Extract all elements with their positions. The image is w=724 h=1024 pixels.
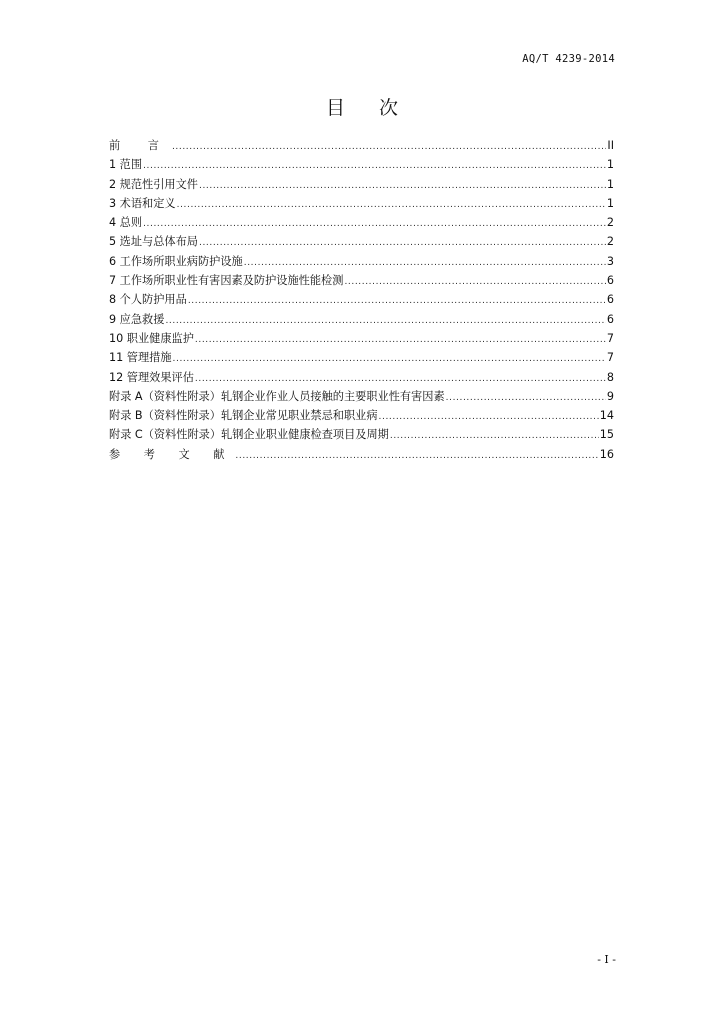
toc-entry-appendix-a[interactable]: [109, 388, 614, 407]
toc-entry-emergency-rescue[interactable]: [109, 311, 614, 330]
toc-entry-label: 1 范围: [109, 158, 143, 172]
toc-entry-label: 附录 B（资料性附录）轧钢企业常见职业禁忌和职业病: [109, 409, 378, 423]
toc-leader-dots: [143, 219, 606, 229]
toc-leader-dots: [446, 393, 606, 403]
toc-entry-label: 9 应急救援: [109, 312, 165, 326]
toc-entry-label: 10 职业健康监护: [109, 331, 194, 345]
toc-entry-appendix-c[interactable]: [109, 426, 614, 445]
toc-entry-label-text: 前 言: [109, 139, 171, 152]
toc-entry-label: [109, 446, 234, 462]
toc-entry-general[interactable]: [109, 214, 614, 233]
toc-entry-page: 9: [606, 389, 614, 403]
toc-leader-dots: [195, 374, 606, 384]
toc-entry-label: 11 管理措施: [109, 351, 172, 365]
toc-leader-dots: [173, 354, 606, 364]
toc-entry-label: 12 管理效果评估: [109, 370, 194, 384]
toc-leader-dots: [235, 451, 598, 461]
toc-entry-appendix-b[interactable]: [109, 407, 614, 426]
toc-entry-terms-definitions[interactable]: [109, 195, 614, 214]
toc-entry-label-text: 参 考 文 献: [109, 447, 235, 461]
toc-leader-dots: [172, 142, 606, 152]
toc-leader-dots: [195, 335, 606, 345]
toc-entry-label: 7 工作场所职业性有害因素及防护设施性能检测: [109, 274, 344, 288]
toc-entry-label: 5 选址与总体布局: [109, 235, 198, 249]
toc-leader-dots: [165, 316, 605, 326]
toc-entry-protection-facilities[interactable]: [109, 253, 614, 272]
toc-leader-dots: [199, 238, 606, 248]
toc-entry-page: 7: [606, 331, 614, 345]
toc-entry-page: 1: [606, 158, 614, 172]
toc-entry-page: 7: [606, 351, 614, 365]
toc-entry-label: 3 术语和定义: [109, 196, 176, 210]
toc-entry-page: 3: [606, 254, 614, 268]
toc-leader-dots: [379, 412, 599, 422]
toc-list: [109, 137, 614, 465]
toc-entry-normative-references[interactable]: [109, 176, 614, 195]
toc-entry-label: 4 总则: [109, 216, 143, 230]
toc-entry-page: 6: [606, 312, 614, 326]
toc-entry-page: II: [607, 139, 614, 152]
toc-leader-dots: [344, 277, 605, 287]
toc-leader-dots: [143, 161, 606, 171]
toc-entry-page: 2: [606, 216, 614, 230]
toc-entry-page: 1: [606, 196, 614, 210]
toc-entry-label: [109, 137, 171, 153]
toc-leader-dots: [244, 258, 606, 268]
toc-entry-scope[interactable]: [109, 156, 614, 175]
toc-entry-hazard-detection[interactable]: [109, 272, 614, 291]
toc-entry-page: 16: [599, 447, 614, 461]
toc-entry-label: 6 工作场所职业病防护设施: [109, 254, 243, 268]
toc-entry-label: 附录 C（资料性附录）轧钢企业职业健康检查项目及周期: [109, 428, 389, 442]
toc-entry-page: 14: [599, 409, 614, 423]
toc-entry-label: 附录 A（资料性附录）轧钢企业作业人员接触的主要职业性有害因素: [109, 389, 445, 403]
toc-entry-page: 6: [606, 274, 614, 288]
toc-entry-foreword[interactable]: [109, 137, 614, 156]
standard-code: AQ/T 4239-2014: [522, 53, 615, 65]
toc-entry-page: 8: [606, 370, 614, 384]
toc-entry-effect-evaluation[interactable]: [109, 369, 614, 388]
toc-leader-dots: [390, 431, 599, 441]
toc-leader-dots: [199, 181, 606, 191]
page-number: - I -: [597, 953, 616, 966]
toc-entry-management-measures[interactable]: [109, 349, 614, 368]
toc-entry-page: 2: [606, 235, 614, 249]
toc-entry-page: 6: [606, 293, 614, 307]
toc-entry-label: 2 规范性引用文件: [109, 177, 198, 191]
toc-entry-page: 1: [606, 177, 614, 191]
toc-leader-dots: [177, 200, 606, 210]
toc-leader-dots: [188, 296, 606, 306]
toc-entry-bibliography[interactable]: [109, 446, 614, 465]
toc-title: 目 次: [325, 97, 413, 119]
toc-entry-site-layout[interactable]: [109, 233, 614, 252]
toc-entry-health-monitoring[interactable]: [109, 330, 614, 349]
toc-entry-personal-protection[interactable]: [109, 291, 614, 310]
toc-entry-page: 15: [599, 428, 614, 442]
toc-entry-label: 8 个人防护用品: [109, 293, 187, 307]
